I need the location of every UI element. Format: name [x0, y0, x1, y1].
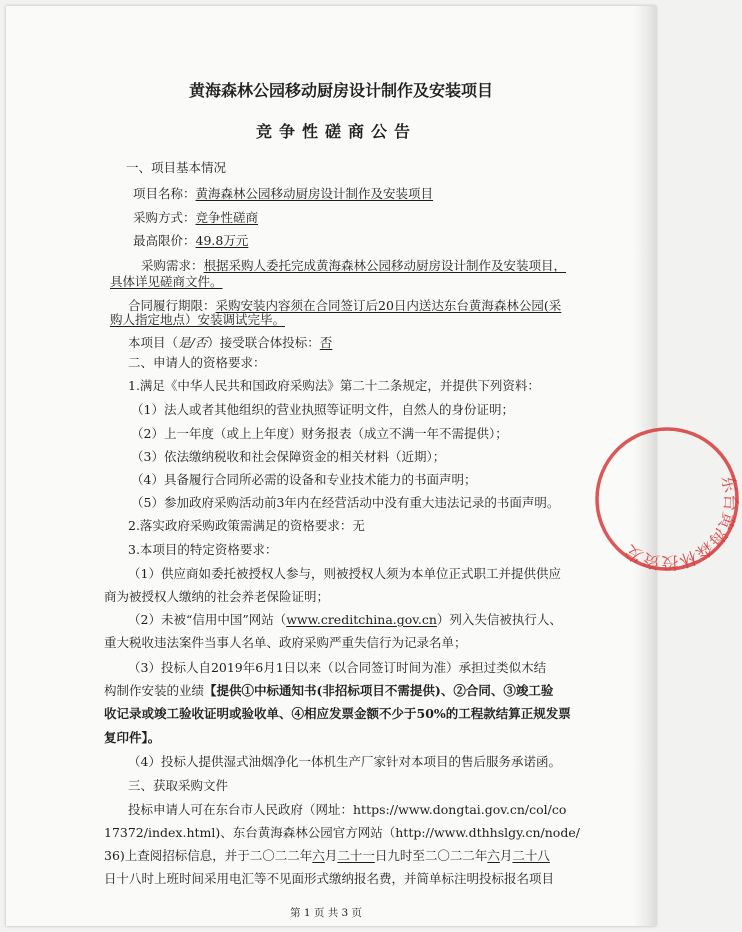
- requirement-3-4: （4）投标人提供湿式油烟净化一体机生产厂家针对本项目的售后服务承诺函。: [128, 754, 561, 769]
- acquisition-month-1: 六: [312, 848, 325, 863]
- requirement-1-3: （3）依法缴纳税收和社会保障资金的相关材料（近期）；: [131, 449, 446, 464]
- section-1-heading: 一、项目基本情况: [126, 160, 227, 175]
- requirement-3-2-text-b: ）列入失信被执行人、: [436, 612, 562, 627]
- method-label: 采购方式：: [133, 210, 196, 225]
- requirement-1-5: （5）参加政府采购活动前3年内在经营活动中没有重大违法记录的书面声明。: [131, 495, 560, 510]
- max-price-value: 49.8万元: [195, 233, 249, 248]
- requirement-3-3-text-b: 【提供①中标通知书(非招标项目不需提供)、②合同、③竣工验: [204, 683, 554, 698]
- acquisition-month-2: 六: [487, 848, 500, 863]
- page-footer: 第 1 页 共 3 页: [290, 907, 363, 919]
- requirement-3-3-line-1: （3）投标人自2019年6月1日以来（以合同签订时间为准）承担过类似木结: [128, 660, 547, 675]
- method-row: [133, 210, 258, 226]
- demand-label: 采购需求：: [141, 258, 204, 273]
- project-name-row: [133, 186, 433, 202]
- project-name-label: 项目名称：: [133, 186, 196, 201]
- max-price-row: [133, 233, 248, 249]
- demand-value-2: 具体详见磋商文件。: [110, 274, 223, 289]
- consortium-prefix: 本项目（: [128, 335, 179, 350]
- contract-value-2: 购人指定地点）安装调试完毕。: [110, 312, 286, 327]
- requirement-3-1-line-1: （1）供应商如委托被授权人参与，则被授权人须为本单位正式职工并提供供应: [128, 566, 561, 581]
- requirement-3-3-line-3: 收记录或竣工验收证明或验收单、④相应发票金额不少于50%的工程款结算正规发票: [104, 706, 571, 721]
- document-page: [6, 6, 741, 926]
- contract-value-1: 采购安装内容须在合同签订后20日内送达东台黄海森林公园(采: [215, 298, 562, 313]
- section-3-heading: 三、获取采购文件: [128, 778, 229, 793]
- acquisition-line-3: [104, 848, 550, 864]
- requirement-3-3-text-a: 构制作安装的业绩: [104, 683, 205, 698]
- project-name-value: 黄海森林公园移动厨房设计制作及安装项目: [195, 186, 434, 201]
- acquisition-text-c: 月: [324, 848, 338, 863]
- acquisition-line-1: 投标申请人可在东台市人民政府（网址：https://www.dongtai.gov.cn/col/co: [128, 802, 567, 817]
- consortium-value: 否: [319, 335, 333, 350]
- requirement-1: 1.满足《中华人民共和国政府采购法》第二十二条规定，并提供下列资料：: [128, 378, 540, 393]
- consortium-row: [128, 335, 332, 351]
- acquisition-day-1: 二十一: [337, 848, 375, 863]
- requirement-3: 3.本项目的特定资格要求：: [128, 542, 278, 557]
- requirement-3-3-line-4: 复印件】。: [104, 730, 161, 745]
- seal-text: 东台黄海森林投资发: [622, 473, 741, 573]
- requirement-3-2-line-1: [128, 612, 562, 628]
- demand-value-1: 根据采购人委托完成黄海森林公园移动厨房设计制作及安装项目，: [203, 258, 567, 273]
- consortium-middle: ）接受联合体投标：: [207, 335, 320, 350]
- requirement-3-2-line-2: 重大税收违法案件当事人名单、政府采购严重失信行为记录名单；: [104, 635, 467, 650]
- document-title: 黄海森林公园移动厨房设计制作及安装项目: [189, 81, 494, 100]
- consortium-options: 是/否: [178, 335, 208, 350]
- svg-text:东台黄海森林投资发: [608, 471, 742, 574]
- contract-label: 合同履行期限：: [128, 298, 216, 313]
- requirement-1-4: （4）具备履行合同所必需的设备和专业技术能力的书面声明；: [131, 472, 477, 487]
- acquisition-day-2: 二十八: [512, 848, 550, 863]
- method-value: 竞争性磋商: [195, 210, 259, 225]
- requirement-1-1: （1）法人或者其他组织的营业执照等证明文件，自然人的身份证明；: [131, 402, 514, 417]
- acquisition-text-g: 月: [499, 848, 513, 863]
- document-subtitle: 竞争性磋商公告: [256, 122, 418, 141]
- requirement-3-3-line-2: [104, 683, 553, 699]
- requirement-3-2-text-a: （2）未被“信用中国”网站（: [128, 612, 287, 627]
- requirement-3-1-line-2: 商为被授权人缴纳的社会养老保险证明；: [104, 589, 330, 604]
- acquisition-line-2: 17372/index.html)、东台黄海森林公园官方网站（http://www.dthhslgy.cn/node/: [104, 825, 580, 840]
- demand-row: [141, 258, 566, 274]
- acquisition-line-4: 日十八时上班时间采用电汇等不见面形式缴纳报名费，并简单标注明投标报名项目: [104, 871, 555, 886]
- requirement-2: 2.落实政府采购政策需满足的资格要求：无: [128, 518, 365, 533]
- section-2-heading: 二、申请人的资格要求：: [128, 355, 266, 370]
- max-price-label: 最高限价：: [133, 233, 196, 248]
- acquisition-text-a: 36)上查阅招标信息，并于二〇二二年: [104, 848, 313, 863]
- red-seal-stamp: [592, 424, 742, 574]
- creditchina-link[interactable]: www.creditchina.gov.cn: [286, 612, 437, 627]
- acquisition-text-e: 日九时至二〇二二年: [374, 848, 488, 863]
- requirement-1-2: （2）上一年度（或上上年度）财务报表（成立不满一年不需提供）；: [131, 426, 508, 441]
